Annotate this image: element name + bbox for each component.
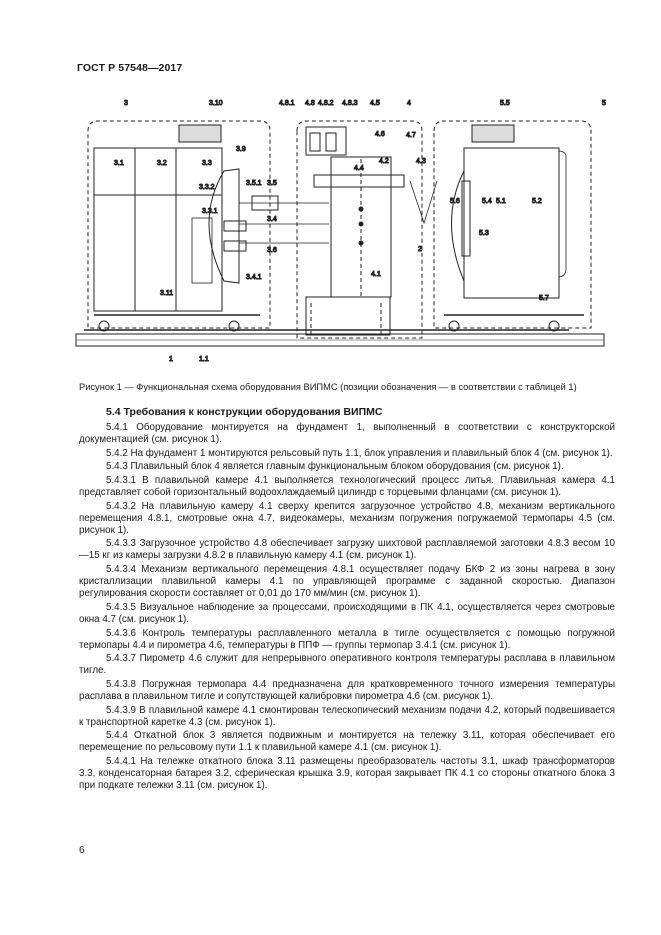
section-title: 5.4 Требования к конструкции оборудования ВИПМС [106,406,383,418]
label-3-11: 3.11 [160,290,174,297]
label-4-1: 4.1 [371,271,381,278]
paragraph: 5.4.3.9 В плавильной камере 4.1 смонтирован телескопический механизм подачи 4.2, который подвешивается к транспортной каретке 4.3 (см. рисунок 1). [79,704,615,728]
figure-caption: Рисунок 1 — Функциональная схема оборудования ВИПМС (позиции обозначения — в соответствии с таблицей 1) [79,382,577,392]
label-4-5: 4.5 [370,100,380,107]
label-5-3: 5.3 [479,230,489,237]
block-5-outline [434,121,591,328]
label-3-6: 3.6 [267,247,277,254]
label-3-10: 3.10 [209,100,223,107]
block-3-top-box [179,125,221,142]
label-4-8-3: 4.8.3 [342,100,358,107]
paragraph: 5.4.3.1 В плавильной камере 4.1 выполняется технологический процесс литья. Плавильная камера 4.1 представляет собой горизонтальный водоохлаждаемый цилиндр с торцевыми фланцами (см. рисунок 1). [79,474,615,498]
label-5-6: 5.6 [450,198,460,205]
block-4-outline [297,121,422,338]
paragraph: 5.4.3.2 На плавильную камеру 4.1 сверху крепится загрузочное устройство 4.8, механизм вертикального перемещения 4.8.1, смотровые окна 4.7, видеокамеры, механизм погружения погружаемой термопары 4.5 (см. рисунок 1). [79,500,615,536]
label-3-3-1: 3.3.1 [202,208,218,215]
paragraph: 5.4.2 На фундамент 1 монтируются рельсовый путь 1.1, блок управления и плавильный блок 4 (см. рисунок 1). [106,447,613,459]
paragraph: 5.4.4 Откатной блок 3 является подвижным и монтируется на тележку 3.11, которая обеспечивает его перемещение по рельсовому пути 1.1 к плавильной камере 4.1 (см. рисунок 1). [79,730,615,754]
label-4: 4 [407,100,411,107]
label-3-1: 3.1 [114,160,124,167]
label-5-5: 5.5 [500,100,510,107]
label-5-7: 5.7 [539,295,549,302]
label-5: 5 [602,100,606,107]
label-3-4: 3.4 [267,216,277,223]
label-1: 1 [169,356,173,363]
label-3-2: 3.2 [157,160,167,167]
label-3-3-2: 3.3.2 [199,184,215,191]
label-4-8-2: 4.8.2 [318,100,334,107]
page-number: 6 [79,845,85,856]
label-3-9: 3.9 [236,146,246,153]
label-3: 3 [124,100,128,107]
paragraph: 5.4.3.3 Загрузочное устройство 4.8 обеспечивает загрузку шихтовой расплавляемой заготовки 4.8.3 весом 10—15 кг из камеры загрузки 4.8.2 в плавильную камеру 4.1 (см. рисунок 1). [79,538,615,562]
block-5-top-box [472,125,514,142]
label-5-2: 5.2 [532,198,542,205]
label-4-3: 4.3 [416,158,426,165]
label-4-2: 4.2 [379,158,389,165]
label-1-1: 1.1 [199,356,209,363]
paragraph: 5.4.1 Оборудование монтируется на фундамент 1, выполненный в соответствии с конструкторской документацией (см. рисунок 1). [79,422,615,446]
label-5-1: 5.1 [496,198,506,205]
label-4-6: 4.6 [375,131,385,138]
label-5-4: 5.4 [482,198,492,205]
label-4-4: 4.4 [354,165,364,172]
paragraph: 5.4.3.6 Контроль температуры расплавленного металла в тигле осуществляется с помощью погружной термопары 4.4 и пирометра 4.6, температуры в ППФ — группы термопар 3.4.1 (см. рисунок 1). [79,627,615,651]
paragraph: 5.4.3 Плавильный блок 4 является главным функциональным блоком оборудования (см. рисунок 1). [106,461,564,473]
label-3-5: 3.5 [267,180,277,187]
label-3-4-1: 3.4.1 [246,274,262,281]
paragraph: 5.4.3.8 Погружная термопара 4.4 предназначена для кратковременного точного измерения температуры расплава в плавильном тигле и сопутствующей калибровки пирометра 4.6 (см. рисунок 1). [79,678,615,702]
label-4-8: 4.8 [305,100,315,107]
label-4-8-1: 4.8.1 [279,100,295,107]
label-3-5-1: 3.5.1 [246,180,262,187]
label-3-3: 3.3 [202,160,212,167]
label-4-7: 4.7 [406,132,416,139]
paragraph: 5.4.3.7 Пирометр 4.6 служит для непрерывного оперативного контроля температуры расплава в плавильном тигле. [79,653,615,677]
chamber-4-1 [331,157,391,297]
document-header: ГОСТ Р 57548—2017 [77,62,183,74]
section-body [79,422,615,794]
equipment-diagram [74,93,604,373]
label-2: 2 [418,246,422,253]
paragraph: 5.4.3.4 Механизм вертикального перемещения 4.8.1 осуществляет подачу БКФ 2 из зоны нагрева в зону кристаллизации плавильной камеры 4.1 по управляющей программе с заданной скоростью. Диапазон регулирования скорости составляет от 0,01 до 170 мм/мин (см. рисунок 1). [79,564,615,600]
paragraph: 5.4.3.5 Визуальное наблюдение за процессами, происходящими в ПК 4.1, осуществляется через смотровые окна 4.7 (см. рисунок 1). [79,601,615,625]
paragraph: 5.4.4.1 На тележке откатного блока 3.11 размещены преобразователь частоты 3.1, шкаф трансформаторов 3.3, конденсаторная батарея 3.2, сферическая крышка 3.9, которая закрывает ПК 4.1 со стороны откатного блока 3 при подкате тележки 3.11 (см. рисунок 1). [79,755,615,792]
